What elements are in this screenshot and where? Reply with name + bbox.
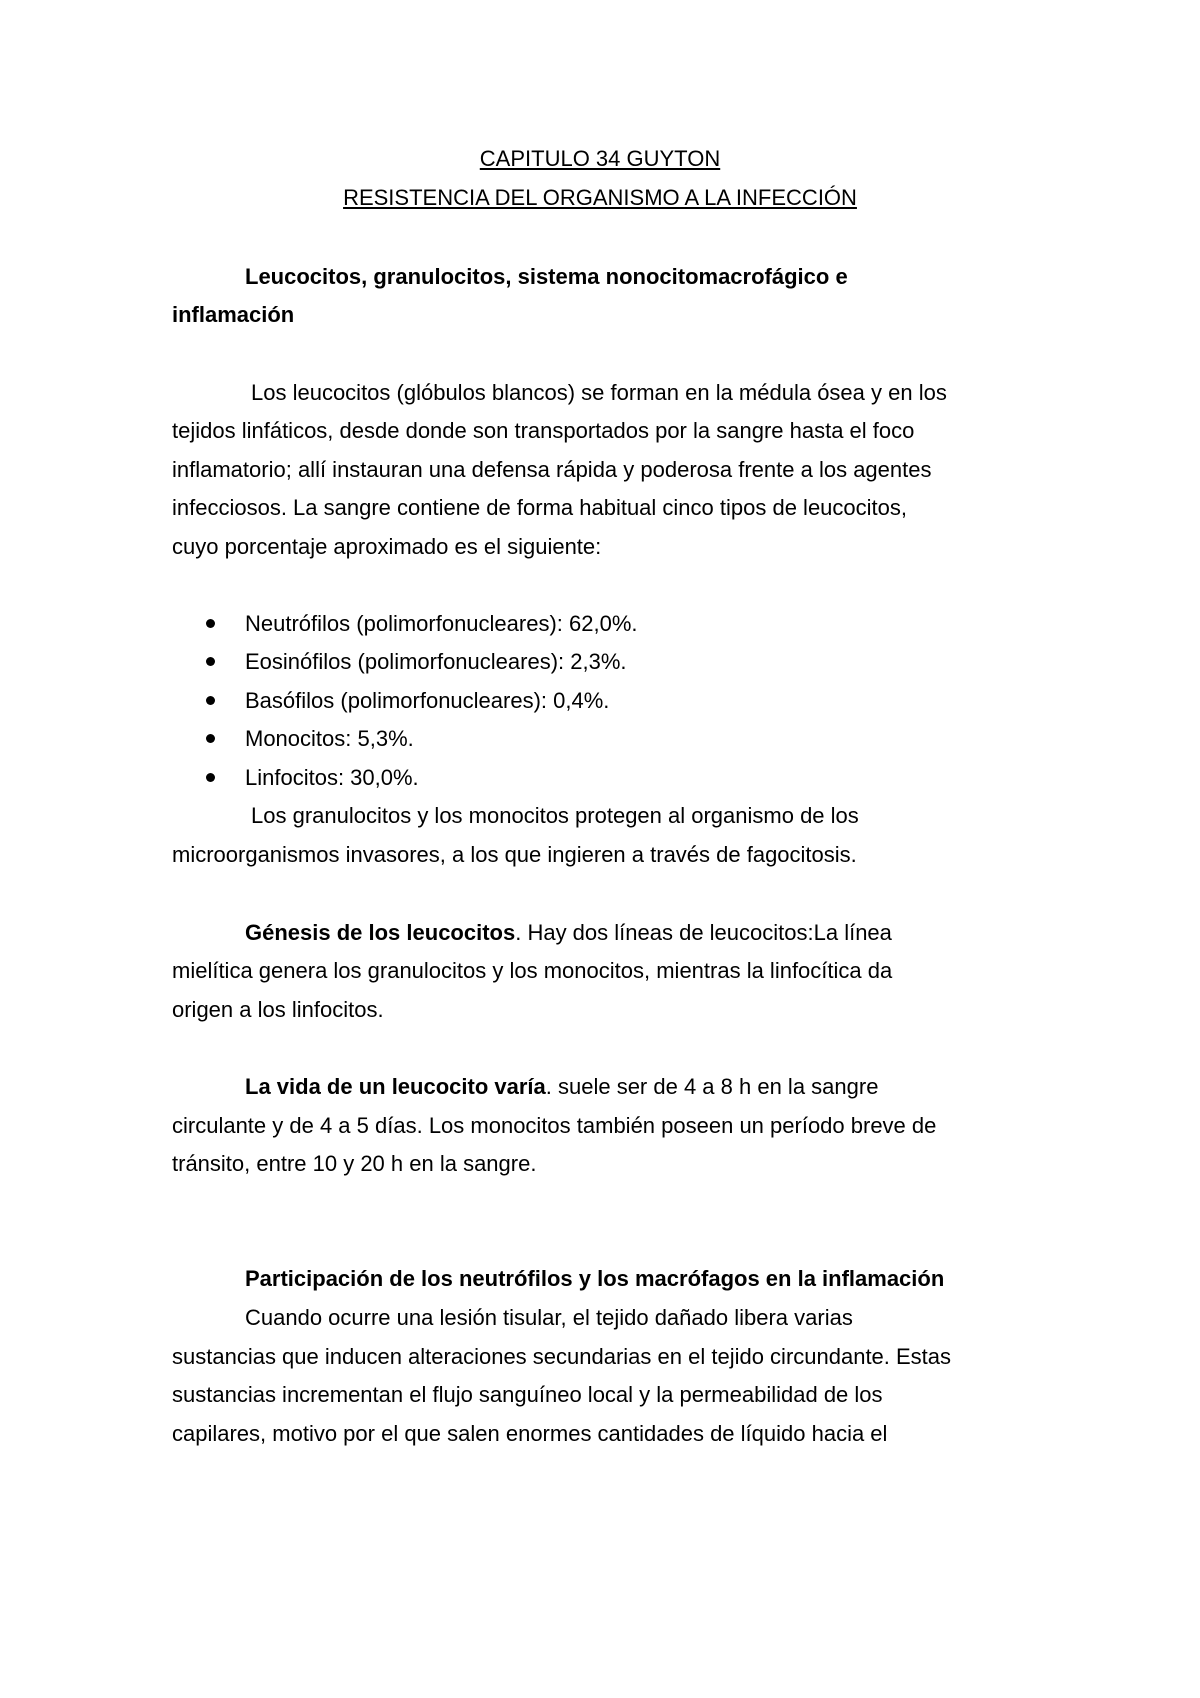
- paragraph-line: capilares, motivo por el que salen enormes cantidades de líquido hacia el: [172, 1421, 888, 1446]
- paragraph-vida: [245, 1072, 878, 1102]
- list-item-text: Eosinófilos (polimorfonucleares): 2,3%.: [245, 649, 627, 674]
- bullet-icon: [206, 734, 215, 743]
- list-item-text: Monocitos: 5,3%.: [245, 726, 414, 751]
- section-heading-leucocitos-cont: inflamación: [172, 302, 295, 327]
- list-item-text: Linfocitos: 30,0%.: [245, 765, 419, 790]
- vida-text: . suele ser de 4 a 8 h en la sangre: [545, 1074, 879, 1099]
- paragraph-line: tejidos linfáticos, desde donde son transportados por la sangre hasta el foco: [172, 418, 915, 443]
- list-item-text: Basófilos (polimorfonucleares): 0,4%.: [245, 688, 610, 713]
- paragraph-line: Los granulocitos y los monocitos protegen al organismo de los: [251, 803, 859, 828]
- paragraph-line: Los leucocitos (glóbulos blancos) se forman en la médula ósea y en los: [251, 380, 947, 405]
- paragraph-line: tránsito, entre 10 y 20 h en la sangre.: [172, 1151, 537, 1176]
- bullet-icon: [206, 696, 215, 705]
- paragraph-genesis: [245, 918, 892, 948]
- list-item-text: Neutrófilos (polimorfonucleares): 62,0%.: [245, 611, 638, 636]
- paragraph-line: microorganismos invasores, a los que ingieren a través de fagocitosis.: [172, 842, 857, 867]
- paragraph-line: sustancias incrementan el flujo sanguíneo local y la permeabilidad de los: [172, 1382, 883, 1407]
- paragraph-line: infecciosos. La sangre contiene de forma habitual cinco tipos de leucocitos,: [172, 495, 907, 520]
- bullet-icon: [206, 657, 215, 666]
- section-heading-participacion: Participación de los neutrófilos y los macrófagos en la inflamación: [245, 1266, 945, 1291]
- section-heading-leucocitos: Leucocitos, granulocitos, sistema nonocitomacrofágico e: [245, 264, 848, 289]
- vida-heading: La vida de un leucocito varía: [245, 1074, 546, 1099]
- paragraph-line: Cuando ocurre una lesión tisular, el tejido dañado libera varias: [245, 1305, 853, 1330]
- genesis-heading: Génesis de los leucocitos: [245, 920, 516, 945]
- bullet-icon: [206, 619, 215, 628]
- chapter-title: CAPITULO 34 GUYTON: [479, 146, 721, 171]
- genesis-text: . Hay dos líneas de leucocitos:La línea: [515, 920, 892, 945]
- paragraph-line: sustancias que inducen alteraciones secundarias en el tejido circundante. Estas: [172, 1344, 952, 1369]
- paragraph-line: inflamatorio; allí instauran una defensa rápida y poderosa frente a los agentes: [172, 457, 932, 482]
- paragraph-line: mielítica genera los granulocitos y los monocitos, mientras la linfocítica da: [172, 958, 893, 983]
- bullet-icon: [206, 773, 215, 782]
- paragraph-line: cuyo porcentaje aproximado es el siguiente:: [172, 534, 602, 559]
- paragraph-line: origen a los linfocitos.: [172, 997, 384, 1022]
- paragraph-line: circulante y de 4 a 5 días. Los monocitos también poseen un período breve de: [172, 1113, 937, 1138]
- document-subtitle: RESISTENCIA DEL ORGANISMO A LA INFECCIÓN: [343, 185, 857, 210]
